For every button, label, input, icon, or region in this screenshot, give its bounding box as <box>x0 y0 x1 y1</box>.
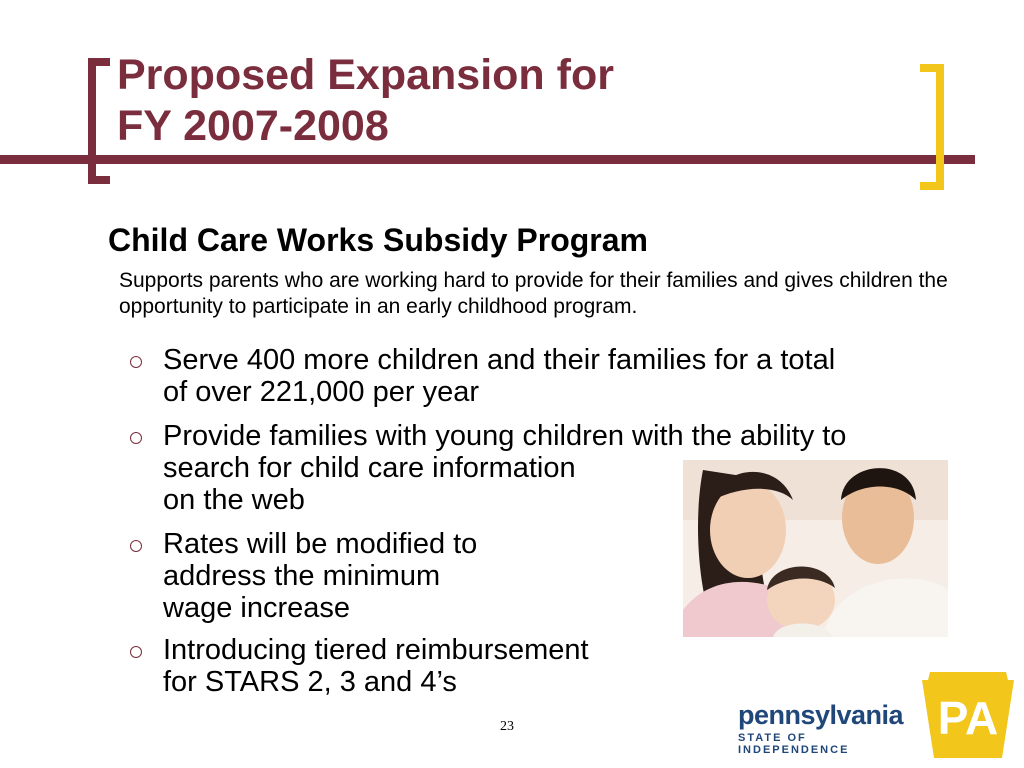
family-photo <box>683 460 948 637</box>
right-bracket-decoration <box>920 64 944 190</box>
bullet-circle-icon <box>130 356 142 368</box>
bullet-line: Serve 400 more children and their families for a total <box>163 344 836 376</box>
bullet-line: address the minimum <box>163 560 441 592</box>
family-photo-illustration <box>683 460 948 637</box>
bullet-circle-icon <box>130 540 142 552</box>
page-number: 23 <box>500 719 514 734</box>
bullet-text <box>163 528 477 624</box>
bullet-line: wage increase <box>163 592 350 624</box>
wordmark-text: pennsylvania <box>738 700 904 730</box>
left-bracket-decoration <box>88 58 110 184</box>
bullet-line: Introducing tiered reimbursement <box>163 634 589 666</box>
keystone-logo-icon <box>922 672 1014 758</box>
bullet-circle-icon <box>130 432 142 444</box>
title-line-2: FY 2007-2008 <box>117 102 389 150</box>
bullet-line: of over 221,000 per year <box>163 376 479 408</box>
bullet-circle-icon <box>130 646 142 658</box>
title-rule <box>0 155 975 164</box>
bullet-line: on the web <box>163 484 305 516</box>
program-description: Supports parents who are working hard to provide for their families and gives children the opportunity to participate in an early childhood program. <box>119 269 948 318</box>
bullet-text <box>163 344 835 408</box>
keystone-badge-text: PA <box>937 692 999 744</box>
bullet-line: Rates will be modified to <box>163 528 478 560</box>
bullet-line: for STARS 2, 3 and 4’s <box>163 666 457 698</box>
bullet-line: Provide families with young children with the ability to <box>163 420 847 452</box>
tagline-text: STATE OF INDEPENDENCE <box>738 732 850 756</box>
pennsylvania-wordmark <box>738 700 918 756</box>
title-line-1: Proposed Expansion for <box>117 51 614 99</box>
slide-title <box>117 50 614 152</box>
bullet-text <box>163 634 589 698</box>
bullet-line: search for child care information <box>163 452 576 484</box>
program-heading: Child Care Works Subsidy Program <box>108 222 648 258</box>
